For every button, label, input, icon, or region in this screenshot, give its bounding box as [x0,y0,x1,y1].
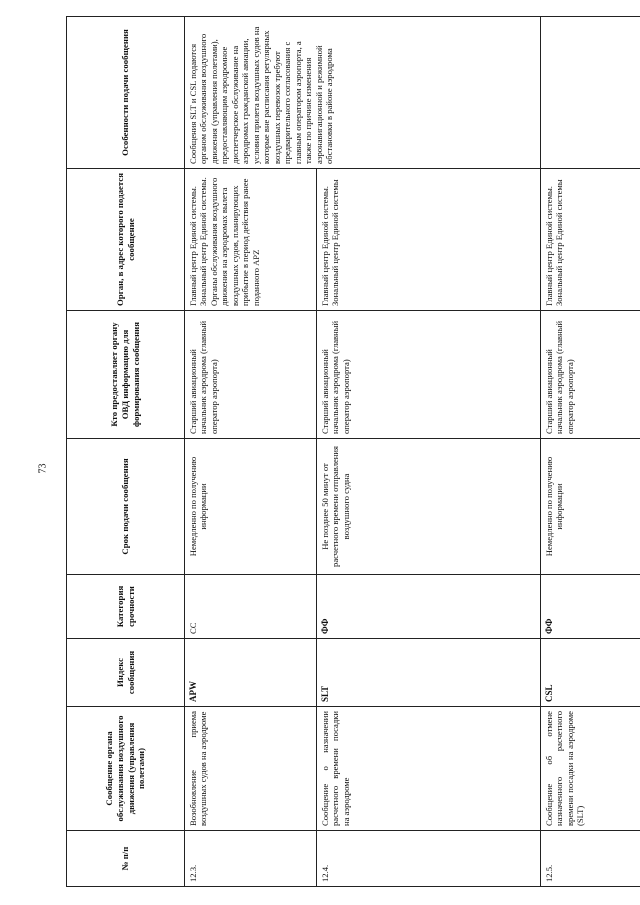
header-cell-deadline: Срок подачи сообщения [67,439,185,575]
header-cell-index: Индекс сообщения [67,639,185,707]
row-urgency: ФФ [541,575,640,639]
row-index: SLT [317,639,541,707]
row-message: Сообщение о назначении расчетного времени посадки на аэродроме [317,707,541,831]
header-row [67,17,185,887]
header-cell-urgency: Категория срочности [67,575,185,639]
table-row [185,17,317,887]
row-provider: Старший авиационный начальник аэродрома (главный оператор аэропорта) [317,311,541,439]
header-cell-message: Сообщение органа обслуживания воздушного движения (управления полетами) [67,707,185,831]
row-recipient: Главный центр Единой системы. Зональный центр Единой системы [317,169,541,311]
row-deadline: Немедленно по получению информации [185,439,317,575]
row-number: 12.5. [541,831,640,887]
row-index: CSL [541,639,640,707]
row-provider: Старший авиационный начальник аэродрома (главный оператор аэропорта) [185,311,317,439]
row-deadline: Не позднее 50 минут от расчетного времени отправления воздушного судна [317,439,541,575]
row-number: 12.4. [317,831,541,887]
row-urgency: ФФ [317,575,541,639]
row-urgency: СС [185,575,317,639]
row-notes-empty [541,17,640,169]
rotated-table-container [66,17,586,887]
header-cell-provider: Кто предоставляет органу ОВД информацию для формирования сообщения [67,311,185,439]
row-index: APW [185,639,317,707]
row-message: Возобновление приема воздушных судов на аэродроме [185,707,317,831]
table-row [541,17,640,887]
page-number: 73 [37,463,49,474]
row-message: Сообщение об отмене назначенного расчетного времени посадки на аэродроме (SLT) [541,707,640,831]
header-cell-notes: Особенности подачи сообщения [67,17,185,169]
header-cell-num: № п/п [67,831,185,887]
row-recipient: Главный центр Единой системы. Зональный центр Единой системы. Органы обслуживания воздушного движения на аэродромах вылета воздушных судов, планирующих прибытие в период действия ранее поданного APZ [185,169,317,311]
row-recipient: Главный центр Единой системы. Зональный центр Единой системы [541,169,640,311]
row-notes: Сообщения SLT и CSL подаются органом обслуживания воздушного движения (управления полетами), предоставляющим аэродромное диспетчерское обслуживание на аэродромах гражданской авиации, условия прилета воздушных судов на которые вне расписания регулярных воздушных перевозок требуют предварительного согласования с главным оператором аэропорта, а также по причине изменения аэронавигационной и режимной обстановки в районе аэродрома [185,17,541,169]
row-deadline: Немедленно по получению информации [541,439,640,575]
row-number: 12.3. [185,831,317,887]
message-table [66,16,640,887]
row-provider: Старший авиационный начальник аэродрома (главный оператор аэропорта) [541,311,640,439]
header-cell-recipient: Орган, в адрес которого подается сообщение [67,169,185,311]
